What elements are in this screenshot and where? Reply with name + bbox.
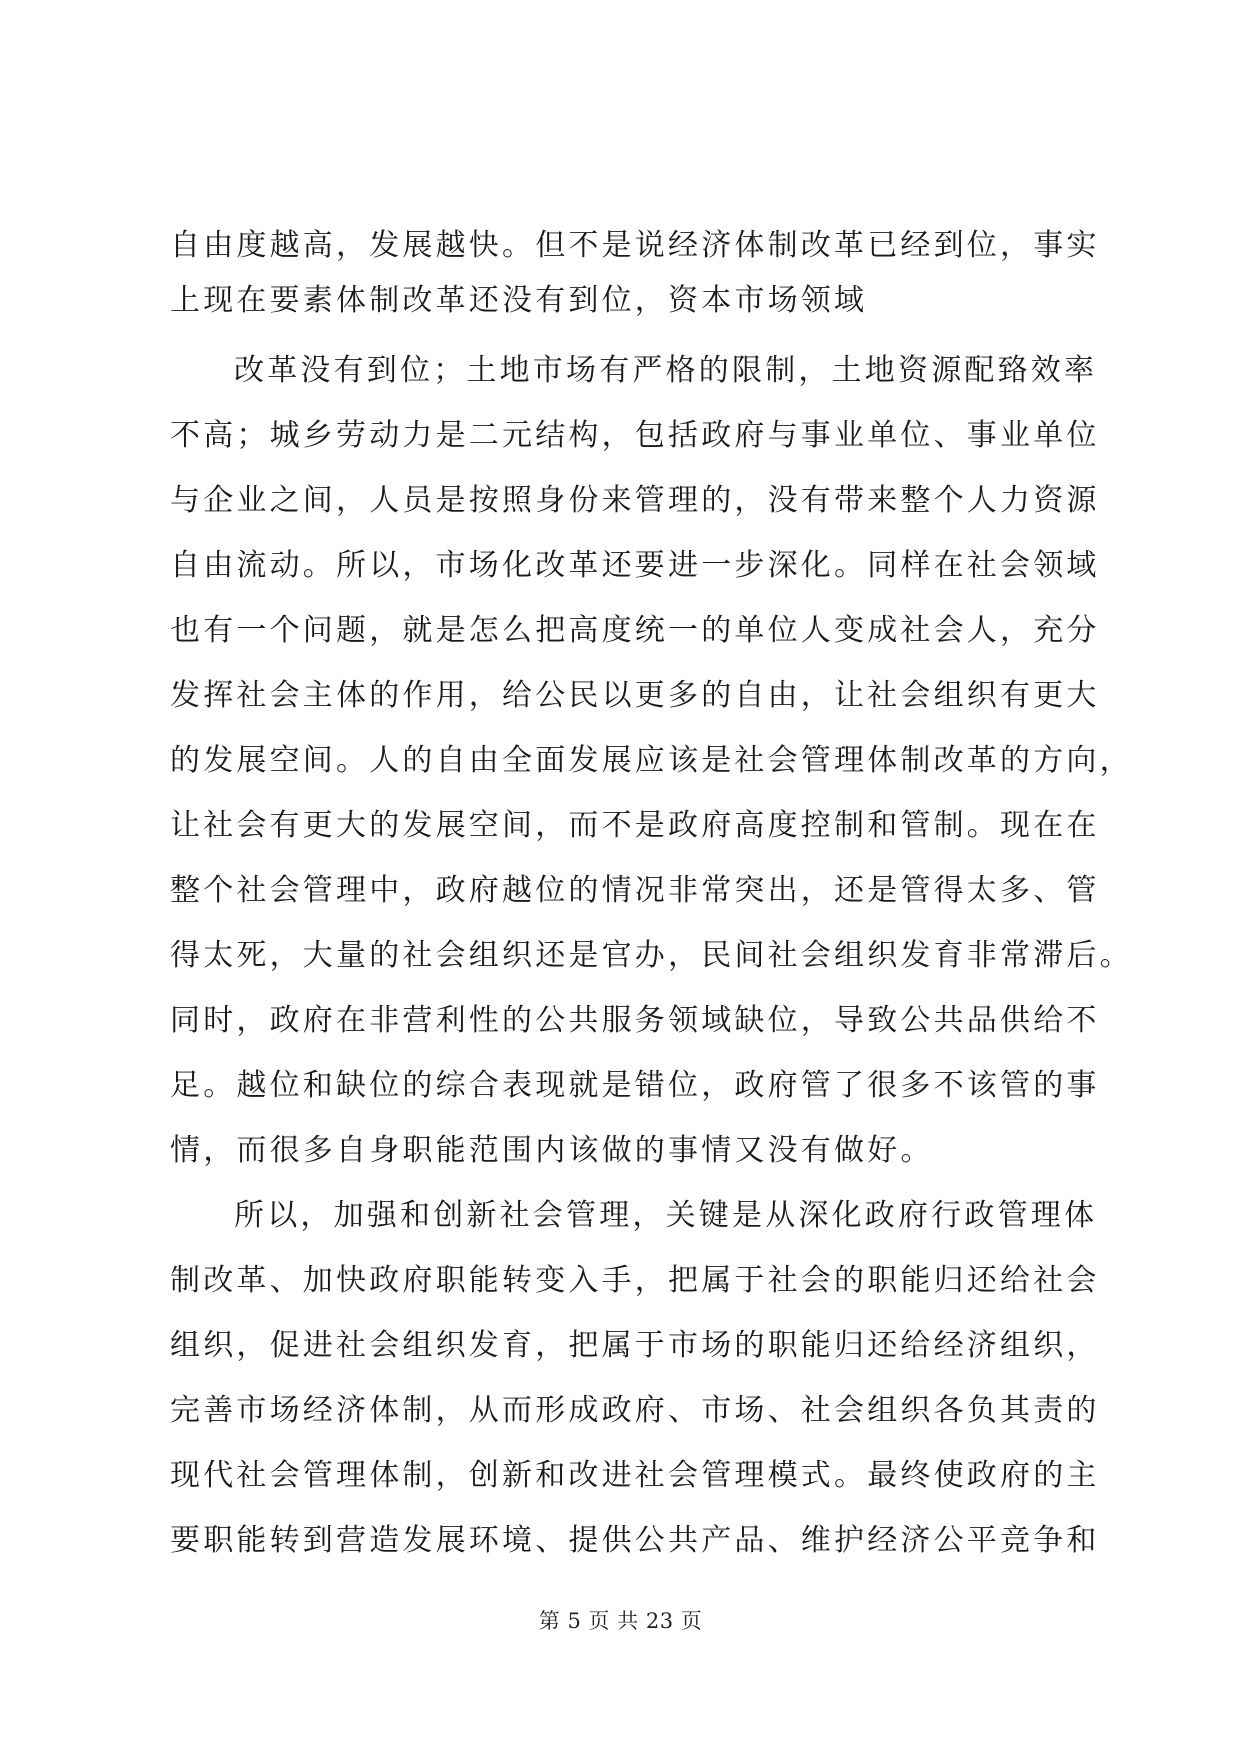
text-line: 不高；城乡劳动力是二元结构，包括政府与事业单位、事业单位	[170, 418, 1100, 453]
text-line: 让社会有更大的发展空间，而不是政府高度控制和管制。现在在	[170, 808, 1100, 843]
text-line: 与企业之间，人员是按照身份来管理的，没有带来整个人力资源	[170, 483, 1100, 518]
text-line: 要职能转到营造发展环境、提供公共产品、维护经济公平竞争和	[170, 1523, 1100, 1558]
text-line: 情，而很多自身职能范围内该做的事情又没有做好。	[170, 1133, 934, 1168]
text-line: 足。越位和缺位的综合表现就是错位，政府管了很多不该管的事	[170, 1068, 1100, 1103]
text-line: 发挥社会主体的作用，给公民以更多的自由，让社会组织有更大	[170, 678, 1100, 713]
text-line: 同时，政府在非营利性的公共服务领域缺位，导致公共品供给不	[170, 1003, 1100, 1038]
paragraph-start-line: 改革没有到位；土地市场有严格的限制，土地资源配臵效率	[234, 353, 1098, 388]
text-line: 也有一个问题，就是怎么把高度统一的单位人变成社会人，充分	[170, 613, 1100, 648]
page-number-footer: 第 5 页 共 23 页	[538, 1609, 703, 1633]
paragraph-start-line: 所以，加强和创新社会管理，关键是从深化政府行政管理体	[234, 1198, 1098, 1233]
text-line: 上现在要素体制改革还没有到位，资本市场领域	[170, 283, 868, 318]
text-line: 自由度越高，发展越快。但不是说经济体制改革已经到位，事实	[170, 228, 1100, 263]
text-line: 完善市场经济体制，从而形成政府、市场、社会组织各负其责的	[170, 1393, 1100, 1428]
text-line: 的发展空间。人的自由全面发展应该是社会管理体制改革的方向，	[170, 743, 1133, 778]
text-line: 制改革、加快政府职能转变入手，把属于社会的职能归还给社会	[170, 1263, 1100, 1298]
text-line: 整个社会管理中，政府越位的情况非常突出，还是管得太多、管	[170, 873, 1100, 908]
text-line: 自由流动。所以，市场化改革还要进一步深化。同样在社会领域	[170, 548, 1100, 583]
text-line: 现代社会管理体制，创新和改进社会管理模式。最终使政府的主	[170, 1458, 1100, 1493]
text-line: 组织，促进社会组织发育，把属于市场的职能归还给经济组织，	[170, 1328, 1100, 1363]
text-line: 得太死，大量的社会组织还是官办，民间社会组织发育非常滞后。	[170, 938, 1133, 973]
